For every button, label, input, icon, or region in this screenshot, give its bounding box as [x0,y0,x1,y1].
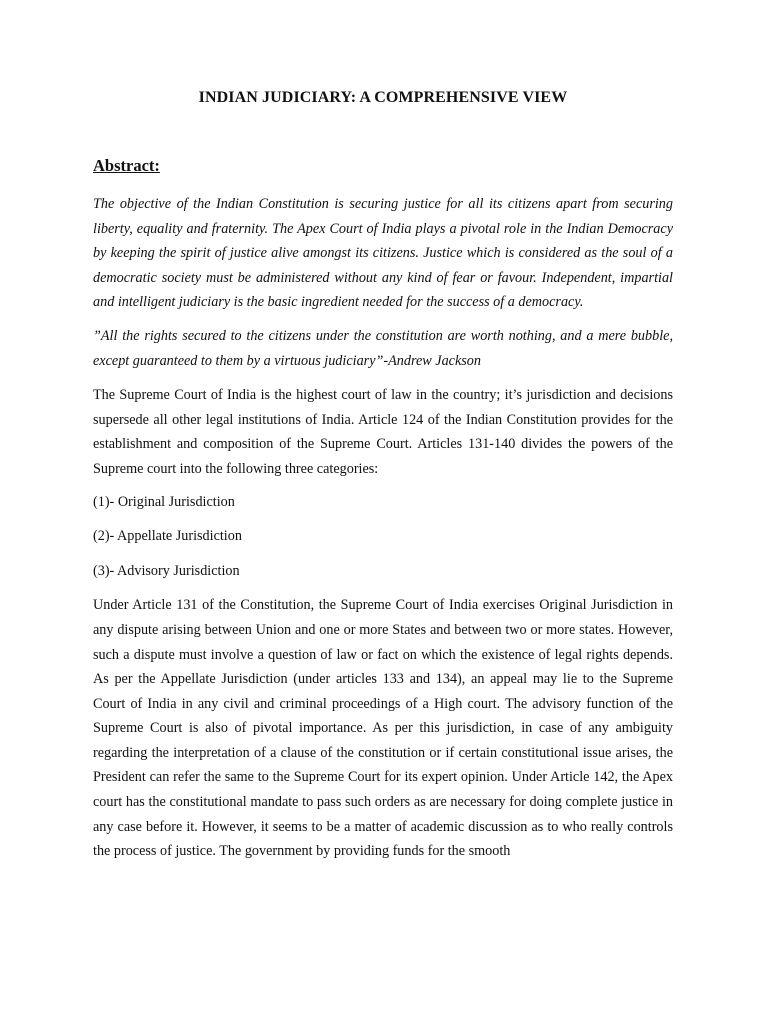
list-item: (2)- Appellate Jurisdiction [93,528,242,545]
body-paragraph-2: Under Article 131 of the Constitution, the Supreme Court of India exercises Original Jurisdiction in any dispute arising between Union and one or more States and between two or more states. However, such a dispute must involve a question of law or fact on which the existence of legal rights depends. As per the Appellate Jurisdiction (under articles 133 and 134), an appeal may lie to the Supreme Court of India in any civil and criminal proceedings of a High court. The advisory function of the Supreme Court is also of pivotal importance. As per this jurisdiction, in case of any ambiguity regarding the interpretation of a clause of the constitution or if certain constitutional issue arises, the President can refer the same to the Supreme Court for its expert opinion. Under Article 142, the Apex court has the constitutional mandate to pass such orders as are necessary for doing complete justice in any case before it. However, it seems to be a matter of academic discussion as to who really controls the process of justice. The government by providing funds for the smooth [93,597,673,860]
list-item: (3)- Advisory Jurisdiction [93,562,240,579]
jurisdiction-list [93,490,673,584]
body-paragraph-1: The Supreme Court of India is the highest court of law in the country; it’s jurisdiction and decisions supersede all other legal institutions of India. Article 124 of the Indian Constitution provides for the establishment and composition of the Supreme Court. Articles 131-140 divides the powers of the Supreme court into the following three categories: [93,387,673,477]
document-title: INDIAN JUDICIARY: A COMPREHENSIVE VIEW [198,89,568,106]
abstract-paragraph: The objective of the Indian Constitution is securing justice for all its citizens apart from securing liberty, equality and fraternity. The Apex Court of India plays a pivotal role in the Indian Democracy by keeping the spirit of justice alive amongst its citizens. Justice which is considered as the soul of a democratic society must be administered without any kind of fear or favour. Independent, impartial and intelligent judiciary is the basic ingredient needed for the success of a democracy. [93,196,673,311]
list-item: (1)- Original Jurisdiction [93,493,235,510]
abstract-heading: Abstract: [93,156,160,175]
quote-paragraph: ”All the rights secured to the citizens under the constitution are worth nothing, and a mere bubble, except guaranteed to them by a virtuous judiciary”-Andrew Jackson [93,327,673,369]
